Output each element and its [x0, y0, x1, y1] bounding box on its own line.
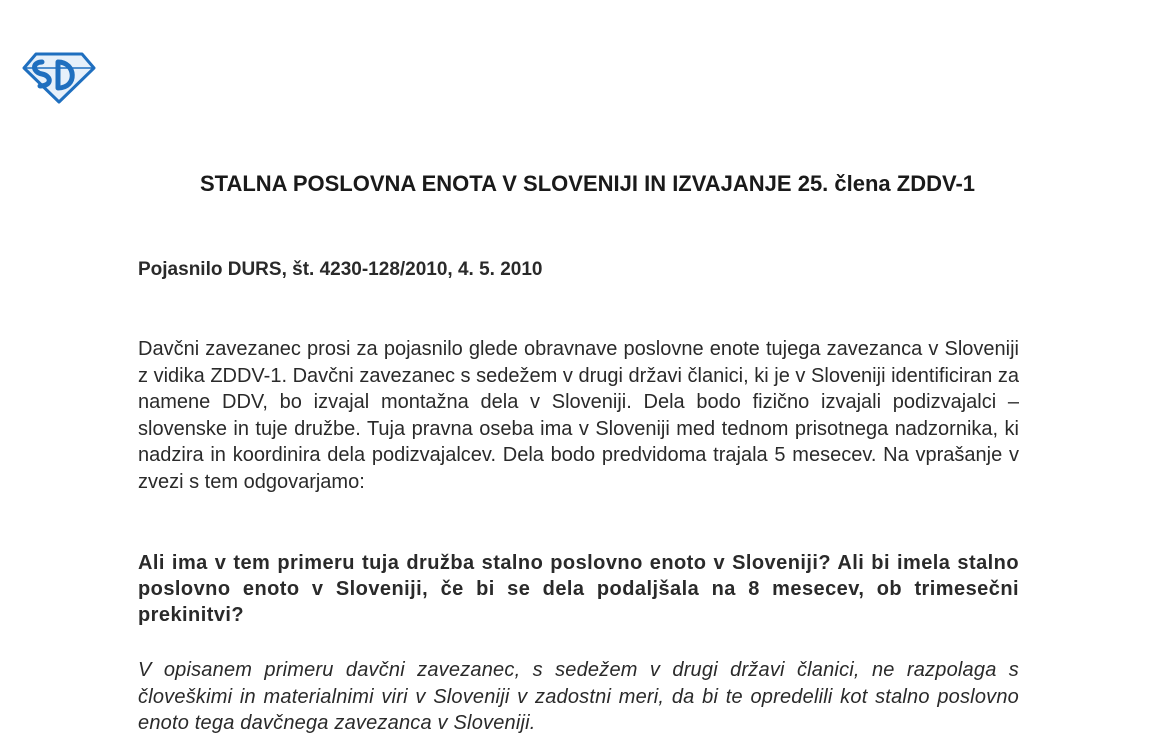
page-title: STALNA POSLOVNA ENOTA V SLOVENIJI IN IZVAJANJE 25. člena ZDDV-1: [199, 171, 976, 196]
answer-paragraph: V opisanem primeru davčni zavezanec, s sedežem v drugi državi članici, ne razpolaga s človeškimi in materialnimi viri v Sloveniji v zadostni meri, da bi te opredelili kot stalno poslovno enoto tega davčnega zavezanca v Sloveniji.: [138, 659, 1019, 734]
body-paragraph: Davčni zavezanec prosi za pojasnilo glede obravnave poslovne enote tujega zavezanca v Sloveniji z vidika ZDDV-1. Davčni zavezanec s sedežem v drugi državi članici, ki je v Sloveniji identificiran za namene DDV, bo izvajal montažna dela v Sloveniji. Dela bodo fizično izvajali podizvajalci – slovenske in tuje družbe. Tuja pravna oseba ima v Sloveniji med tednom prisotnega nadzornika, ki nadzira in koordinira dela podizvajalcev. Dela bodo predvidoma trajala 5 mesecev. Na vprašanje v zvezi s tem odgovarjamo:: [138, 338, 1019, 493]
diamond-logo-icon: [22, 50, 96, 104]
question-paragraph: Ali ima v tem primeru tuja družba stalno poslovno enoto v Sloveniji? Ali bi imela stalno poslovno enoto v Sloveniji, če bi se dela podaljšala na 8 mesecev, ob trimesečni prekinitvi?: [138, 552, 1019, 627]
sd-logo: [22, 50, 96, 104]
document-reference: Pojasnilo DURS, št. 4230-128/2010, 4. 5. 2010: [138, 259, 543, 280]
